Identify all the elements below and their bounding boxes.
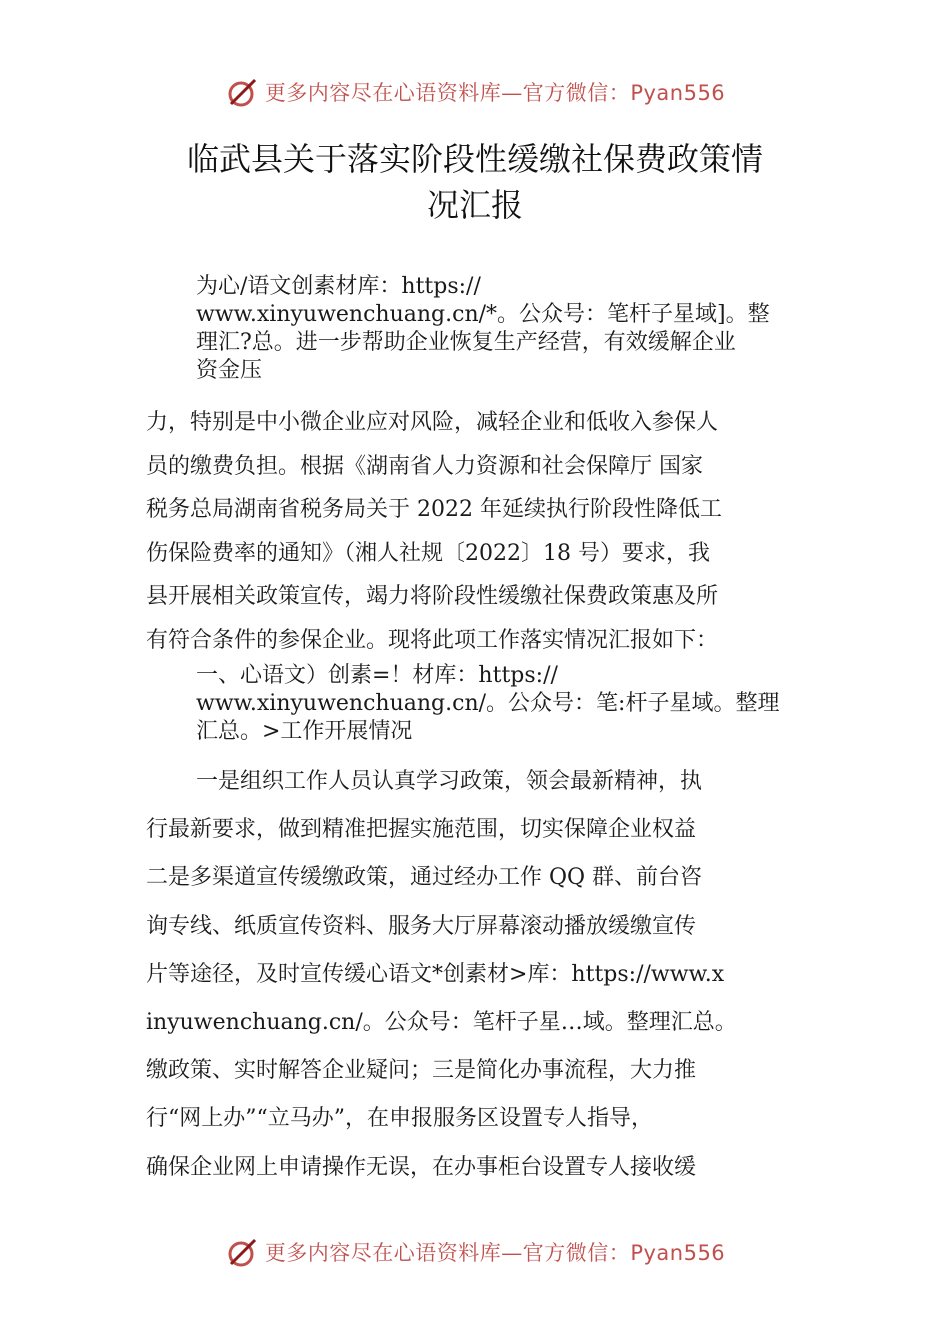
paragraph-2 bbox=[146, 758, 826, 1192]
paragraph-line: 询专线、纸质宣传资料、服务大厅屏幕滚动播放缓缴宣传 bbox=[146, 913, 697, 939]
paragraph-line: 力，特别是中小微企业应对风险，减轻企业和低收入参保人 bbox=[146, 410, 719, 435]
paragraph-line: 员的缴费负担。根据《湖南省人力资源和社会保障厅 国家 bbox=[146, 453, 703, 479]
footer-banner bbox=[0, 1230, 950, 1274]
paragraph-line: 税务总局湖南省税务局关于 2022 年延续执行阶段性降低工 bbox=[146, 497, 722, 522]
intro-line: 理汇?总。进一步帮助企业恢复生产经营，有效缓解企业 bbox=[196, 330, 736, 355]
paragraph-line: 二是多渠道宣传缓缴政策，通过经办工作 QQ 群、前台咨 bbox=[146, 865, 703, 891]
intro-line: www.xinyuwenchuang.cn/*。公众号：笔杆子星域]。整 bbox=[196, 302, 770, 327]
intro-line: 为心/语文创素材库：https:// bbox=[196, 274, 481, 299]
feather-logo-icon bbox=[225, 74, 261, 110]
paragraph-1 bbox=[146, 401, 826, 662]
footer-banner-text: 更多内容尽在心语资料库—官方微信：Pyan556 bbox=[264, 1241, 726, 1265]
intro-block bbox=[196, 273, 826, 385]
intro-line: 资金压 bbox=[196, 358, 263, 383]
title-line-2: 况汇报 bbox=[426, 186, 523, 224]
paragraph-line: 一是组织工作人员认真学习政策，领会最新精神，执 bbox=[196, 769, 703, 794]
header-banner-text: 更多内容尽在心语资料库—官方微信：Pyan556 bbox=[264, 81, 726, 105]
section-line: www.xinyuwenchuang.cn/。公众号：笔:杆子星域。整理 bbox=[196, 691, 780, 716]
page-title bbox=[130, 136, 820, 228]
paragraph-line: 确保企业网上申请操作无误，在办事柜台设置专人接收缓 bbox=[146, 1154, 697, 1180]
section-line: 汇总。>工作开展情况 bbox=[196, 719, 413, 744]
paragraph-line: 伤保险费率的通知》（湘人社规〔2022〕18 号）要求，我 bbox=[146, 540, 710, 566]
paragraph-line: 行“网上办”“立马办”，在申报服务区设置专人指导， bbox=[146, 1106, 653, 1132]
paragraph-line: inyuwenchuang.cn/。公众号：笔杆子星…域。整理汇总。 bbox=[146, 1010, 737, 1036]
header-banner bbox=[0, 70, 950, 114]
title-line-1: 临武县关于落实阶段性缓缴社保费政策情 bbox=[186, 140, 763, 178]
feather-logo-icon bbox=[225, 1234, 261, 1270]
paragraph-line: 行最新要求，做到精准把握实施范围，切实保障企业权益 bbox=[146, 817, 697, 843]
section-line: 一、心语文）创素=！材库：https:// bbox=[196, 663, 558, 688]
section-1-heading bbox=[196, 662, 826, 746]
paragraph-line: 县开展相关政策宣传，竭力将阶段性缓缴社保费政策惠及所 bbox=[146, 584, 719, 609]
paragraph-line: 缴政策、实时解答企业疑问；三是简化办事流程，大力推 bbox=[146, 1058, 697, 1084]
paragraph-line: 有符合条件的参保企业。现将此项工作落实情况汇报如下： bbox=[146, 627, 719, 653]
paragraph-line: 片等途径，及时宣传缓心语文*创素材>库：https://www.x bbox=[146, 961, 725, 987]
